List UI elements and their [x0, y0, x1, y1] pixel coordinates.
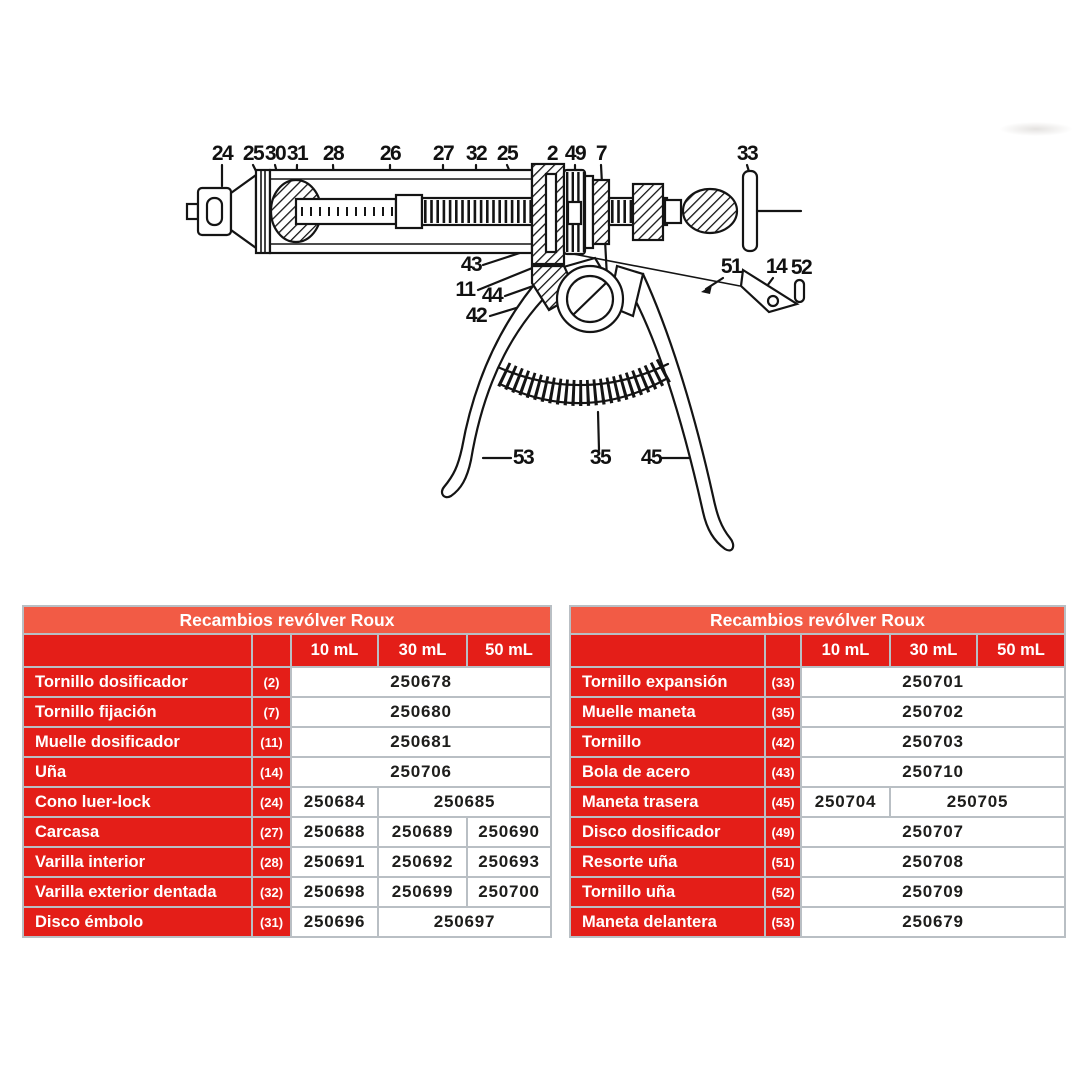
table-row — [23, 697, 551, 727]
header-empty-name — [23, 634, 252, 667]
table-row — [570, 727, 1065, 757]
end-cap — [231, 175, 256, 248]
part-ref-number: (27) — [252, 817, 291, 847]
handle-spring — [500, 364, 668, 403]
part-ref-number: (43) — [765, 757, 801, 787]
part-code: 250690 — [467, 817, 551, 847]
part-code: 250709 — [801, 877, 1065, 907]
diagram-callout-25: 25 — [496, 142, 518, 165]
part-code: 250696 — [291, 907, 378, 937]
header-size: 10 mL — [801, 634, 890, 667]
diagram-callout-26: 26 — [379, 142, 401, 165]
part-code: 250680 — [291, 697, 551, 727]
syringe-diagram-svg — [165, 118, 865, 598]
trigger-assembly — [532, 258, 643, 332]
header-size: 10 mL — [291, 634, 378, 667]
part-ref-number: (2) — [252, 667, 291, 697]
header-empty-ref — [765, 634, 801, 667]
table-row — [570, 757, 1065, 787]
part-name: Muelle maneta — [570, 697, 765, 727]
diagram-callout-45: 45 — [640, 446, 662, 469]
header-size: 30 mL — [890, 634, 977, 667]
part-ref-number: (45) — [765, 787, 801, 817]
part-name: Disco dosificador — [570, 817, 765, 847]
table-row — [570, 817, 1065, 847]
part-code: 250703 — [801, 727, 1065, 757]
claw-screw-pin — [795, 280, 804, 302]
diagram-callout-32: 32 — [465, 142, 487, 165]
part-name: Carcasa — [23, 817, 252, 847]
diagram-callout-44: 44 — [481, 284, 503, 307]
syringe-diagram — [165, 118, 865, 598]
part-code: 250702 — [801, 697, 1065, 727]
part-code: 250692 — [378, 847, 467, 877]
table-title: Recambios revólver Roux — [570, 606, 1065, 634]
luer-nub — [187, 204, 198, 219]
header-size: 50 mL — [977, 634, 1065, 667]
rear-handle — [625, 274, 733, 550]
part-ref-number: (24) — [252, 787, 291, 817]
part-name: Varilla interior — [23, 847, 252, 877]
table-row — [23, 787, 551, 817]
table-row — [23, 907, 551, 937]
diagram-callout-2: 2 — [546, 142, 558, 165]
table-row — [570, 877, 1065, 907]
part-ref-number: (51) — [765, 847, 801, 877]
diagram-callout-49: 49 — [564, 142, 586, 165]
diagram-callout-33: 33 — [736, 142, 758, 165]
part-ref-number: (7) — [252, 697, 291, 727]
part-ref-number: (28) — [252, 847, 291, 877]
parts-table-right — [569, 605, 1066, 938]
part-code: 250691 — [291, 847, 378, 877]
diagram-callout-25: 25 — [242, 142, 264, 165]
diagram-callout-42: 42 — [465, 304, 487, 327]
diagram-callout-28: 28 — [322, 142, 344, 165]
table-row — [570, 907, 1065, 937]
diagram-callout-53: 53 — [512, 446, 534, 469]
part-code: 250698 — [291, 877, 378, 907]
header-size: 30 mL — [378, 634, 467, 667]
part-name: Disco émbolo — [23, 907, 252, 937]
diagram-callout-31: 31 — [286, 142, 308, 165]
barrel-assembly — [187, 170, 532, 253]
part-name: Bola de acero — [570, 757, 765, 787]
part-code: 250697 — [378, 907, 551, 937]
part-code: 250700 — [467, 877, 551, 907]
part-code: 250708 — [801, 847, 1065, 877]
part-ref-number: (35) — [765, 697, 801, 727]
part-name: Tornillo fijación — [23, 697, 252, 727]
part-name: Varilla exterior dentada — [23, 877, 252, 907]
diagram-callout-52: 52 — [790, 256, 812, 279]
table-row — [23, 727, 551, 757]
part-name: Cono luer-lock — [23, 787, 252, 817]
table-row — [23, 757, 551, 787]
table-row — [23, 667, 551, 697]
part-code: 250699 — [378, 877, 467, 907]
part-name: Tornillo expansión — [570, 667, 765, 697]
part-name: Muelle dosificador — [23, 727, 252, 757]
diagram-callout-11: 11 — [455, 278, 475, 301]
diagram-callout-27: 27 — [432, 142, 454, 165]
part-ref-number: (32) — [252, 877, 291, 907]
part-ref-number: (33) — [765, 667, 801, 697]
diagram-callout-14: 14 — [765, 255, 787, 278]
part-ref-number: (31) — [252, 907, 291, 937]
parts-table-left — [22, 605, 552, 938]
part-name: Uña — [23, 757, 252, 787]
header-empty-name — [570, 634, 765, 667]
part-name: Tornillo uña — [570, 877, 765, 907]
plunger-knob — [683, 171, 801, 251]
table-row — [570, 787, 1065, 817]
part-code: 250701 — [801, 667, 1065, 697]
part-code: 250681 — [291, 727, 551, 757]
table-row — [23, 847, 551, 877]
part-name: Maneta trasera — [570, 787, 765, 817]
dosing-washer — [546, 174, 556, 252]
table-row — [570, 847, 1065, 877]
part-name: Tornillo — [570, 727, 765, 757]
diagram-callout-51: 51 — [720, 255, 742, 278]
diagram-callout-30: 30 — [264, 142, 286, 165]
part-ref-number: (42) — [765, 727, 801, 757]
diagram-callout-7: 7 — [595, 142, 607, 165]
part-ref-number: (52) — [765, 877, 801, 907]
diagram-callout-24: 24 — [211, 142, 233, 165]
scan-artifact — [1000, 122, 1072, 136]
table-row — [23, 817, 551, 847]
spare-parts-tables — [22, 605, 1066, 938]
table-row — [570, 667, 1065, 697]
part-code: 250689 — [378, 817, 467, 847]
part-code: 250707 — [801, 817, 1065, 847]
table-title: Recambios revólver Roux — [23, 606, 551, 634]
part-code: 250706 — [291, 757, 551, 787]
part-ref-number: (49) — [765, 817, 801, 847]
part-code: 250705 — [890, 787, 1065, 817]
expansion-nut — [633, 184, 663, 240]
part-code: 250678 — [291, 667, 551, 697]
part-code: 250688 — [291, 817, 378, 847]
table-row — [23, 877, 551, 907]
diagram-callout-43: 43 — [460, 253, 482, 276]
part-code: 250693 — [467, 847, 551, 877]
table-row — [570, 697, 1065, 727]
part-ref-number: (11) — [252, 727, 291, 757]
diagram-callout-35: 35 — [589, 446, 611, 469]
header-empty-ref — [252, 634, 291, 667]
part-code: 250685 — [378, 787, 551, 817]
part-name: Resorte uña — [570, 847, 765, 877]
part-ref-number: (14) — [252, 757, 291, 787]
part-code: 250710 — [801, 757, 1065, 787]
part-ref-number: (53) — [765, 907, 801, 937]
part-code: 250704 — [801, 787, 890, 817]
part-code: 250684 — [291, 787, 378, 817]
part-name: Tornillo dosificador — [23, 667, 252, 697]
header-size: 50 mL — [467, 634, 551, 667]
part-name: Maneta delantera — [570, 907, 765, 937]
knob-disc — [743, 171, 757, 251]
part-code: 250679 — [801, 907, 1065, 937]
